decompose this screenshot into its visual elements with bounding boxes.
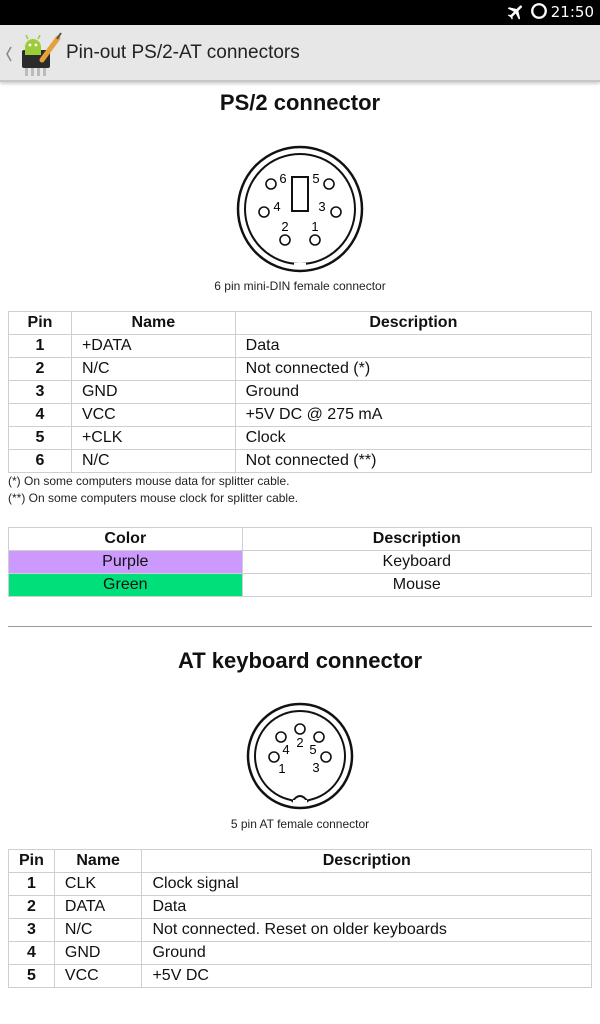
pin-cell: 3 — [9, 919, 55, 942]
column-header: Pin — [9, 312, 72, 335]
at-pin-label-4: 4 — [282, 742, 290, 757]
column-header: Name — [71, 312, 235, 335]
table-row — [9, 896, 592, 919]
description-cell: Mouse — [242, 574, 591, 597]
column-header: Description — [142, 850, 592, 873]
table-row — [9, 919, 592, 942]
name-cell: CLK — [54, 873, 142, 896]
name-cell: N/C — [71, 358, 235, 381]
column-header: Description — [235, 312, 591, 335]
at-pin-label-2: 2 — [296, 735, 304, 750]
table-row — [9, 551, 592, 574]
column-header: Name — [54, 850, 142, 873]
ps2-section-title: PS/2 connector — [219, 90, 381, 115]
table-header-row — [9, 312, 592, 335]
ps2-footnote-2: (**) On some computers mouse clock for splitter cable. — [8, 491, 299, 505]
app-title: Pin-out PS/2-AT connectors — [66, 42, 300, 63]
at-pin-table — [8, 849, 592, 988]
pin-cell: 1 — [9, 335, 72, 358]
at-caption: 5 pin AT female connector — [230, 817, 370, 831]
pin-cell: 2 — [9, 896, 55, 919]
column-header: Pin — [9, 850, 55, 873]
table-row — [9, 335, 592, 358]
at-pin-label-3: 3 — [312, 760, 320, 775]
description-cell: Ground — [235, 381, 591, 404]
at-pin-label-5: 5 — [309, 742, 317, 757]
table-row — [9, 942, 592, 965]
section-divider — [8, 626, 592, 627]
pin-cell: 4 — [9, 942, 55, 965]
description-cell: +5V DC — [142, 965, 592, 988]
table-row — [9, 873, 592, 896]
back-chevron-icon[interactable] — [4, 43, 14, 65]
table-row — [9, 965, 592, 988]
ps2-pin-label-2: 2 — [281, 219, 289, 234]
pin-cell: 3 — [9, 381, 72, 404]
status-bar — [0, 0, 600, 25]
table-row — [9, 358, 592, 381]
table-row — [9, 381, 592, 404]
pin-cell: 5 — [9, 427, 72, 450]
at-section-title: AT keyboard connector — [177, 648, 423, 673]
ps2-footnote-1: (*) On some computers mouse data for splitter cable. — [8, 474, 290, 488]
description-cell: Data — [235, 335, 591, 358]
pin-cell: 6 — [9, 450, 72, 473]
color-swatch-cell: Purple — [9, 551, 243, 574]
color-table — [8, 527, 592, 597]
column-header: Color — [9, 528, 243, 551]
pin-cell: 2 — [9, 358, 72, 381]
name-cell: DATA — [54, 896, 142, 919]
description-cell: Ground — [142, 942, 592, 965]
name-cell: GND — [71, 381, 235, 404]
ps2-pin-label-4: 4 — [273, 199, 281, 214]
column-header: Description — [242, 528, 591, 551]
description-cell: Not connected. Reset on older keyboards — [142, 919, 592, 942]
table-row — [9, 427, 592, 450]
ps2-caption: 6 pin mini-DIN female connector — [214, 279, 386, 293]
ps2-pin-label-3: 3 — [318, 199, 326, 214]
table-row — [9, 450, 592, 473]
ps2-pin-table — [8, 311, 592, 473]
ps2-pin-label-1: 1 — [311, 219, 319, 234]
app-logo-icon[interactable] — [14, 30, 62, 78]
ps2-pin-label-6: 6 — [279, 171, 287, 186]
name-cell: N/C — [71, 450, 235, 473]
airplane-mode-icon — [506, 2, 526, 22]
name-cell: GND — [54, 942, 142, 965]
table-row — [9, 404, 592, 427]
action-bar — [0, 25, 600, 82]
status-time: 21:50 — [550, 3, 594, 21]
pin-cell: 1 — [9, 873, 55, 896]
description-cell: Data — [142, 896, 592, 919]
name-cell: +CLK — [71, 427, 235, 450]
description-cell: Not connected (*) — [235, 358, 591, 381]
description-cell: Clock signal — [142, 873, 592, 896]
table-header-row — [9, 850, 592, 873]
sync-status-icon — [530, 2, 548, 20]
ps2-connector-diagram — [236, 145, 364, 273]
name-cell: +DATA — [71, 335, 235, 358]
pin-cell: 5 — [9, 965, 55, 988]
description-cell: +5V DC @ 275 mA — [235, 404, 591, 427]
name-cell: N/C — [54, 919, 142, 942]
description-cell: Not connected (**) — [235, 450, 591, 473]
table-header-row — [9, 528, 592, 551]
description-cell: Clock — [235, 427, 591, 450]
name-cell: VCC — [71, 404, 235, 427]
table-row — [9, 574, 592, 597]
color-swatch-cell: Green — [9, 574, 243, 597]
at-pin-label-1: 1 — [278, 761, 286, 776]
ps2-pin-label-5: 5 — [312, 171, 320, 186]
name-cell: VCC — [54, 965, 142, 988]
at-connector-diagram — [246, 702, 354, 810]
pin-cell: 4 — [9, 404, 72, 427]
description-cell: Keyboard — [242, 551, 591, 574]
